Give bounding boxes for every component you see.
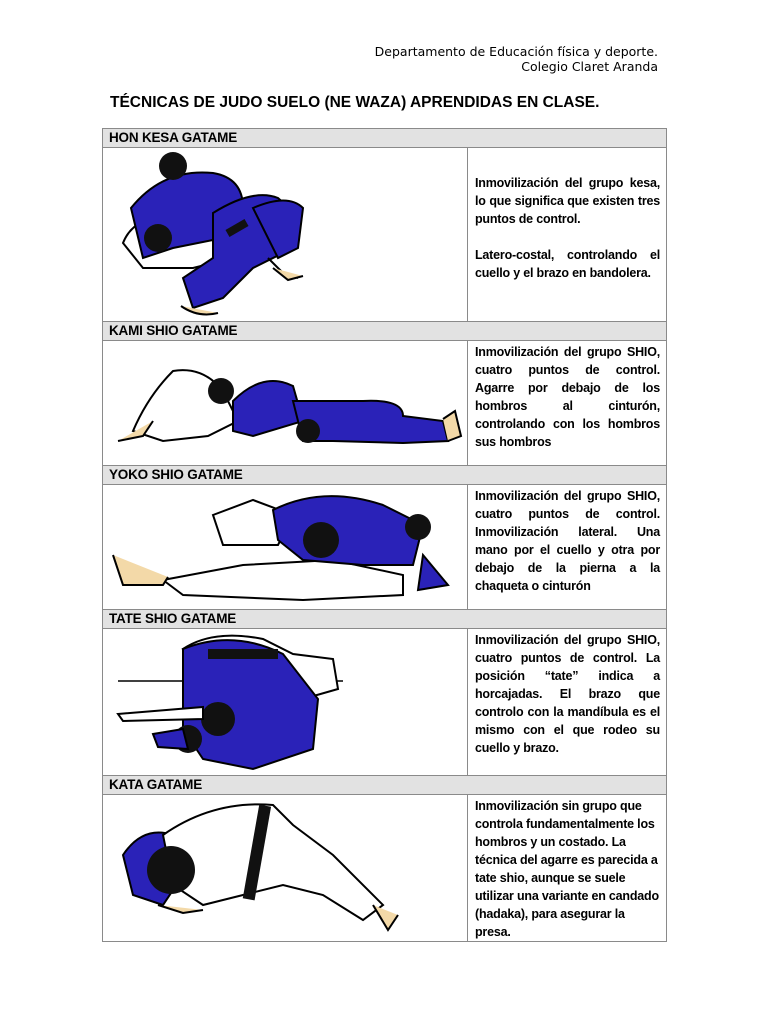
technique-row xyxy=(103,341,667,466)
description-paragraph: Latero-costal, controlando el cuello y el brazo en bandolera. xyxy=(475,248,660,280)
page-header xyxy=(375,44,658,74)
description-paragraph: Inmovilización del grupo SHIO, cuatro puntos de control. La posición “tate” indica a horcajadas. El brazo que controlo con la mandíbula es el mismo con el que rodeo su cuello y brazo. xyxy=(475,633,660,755)
school-line: Colegio Claret Aranda xyxy=(521,59,658,74)
technique-header-row xyxy=(103,610,667,629)
technique-description xyxy=(468,795,667,942)
technique-description xyxy=(468,485,667,610)
technique-description xyxy=(468,341,667,466)
description-paragraph: Inmovilización del grupo kesa, lo que significa que existen tres puntos de control. xyxy=(475,176,660,226)
judo-illustration xyxy=(103,485,468,610)
technique-row xyxy=(103,148,667,322)
judo-illustration xyxy=(103,148,468,322)
technique-header-row xyxy=(103,466,667,485)
tate-shio-gatame-illustration xyxy=(103,629,467,774)
technique-row xyxy=(103,485,667,610)
page-title: TÉCNICAS DE JUDO SUELO (NE WAZA) APRENDIDAS EN CLASE. xyxy=(110,94,600,111)
yoko-shio-gatame-illustration xyxy=(103,485,467,607)
judo-illustration xyxy=(103,795,468,942)
technique-name: HON KESA GATAME xyxy=(103,129,667,148)
techniques-table xyxy=(102,128,667,942)
technique-header-row xyxy=(103,776,667,795)
technique-name: YOKO SHIO GATAME xyxy=(103,466,667,485)
technique-row xyxy=(103,629,667,776)
technique-name: KAMI SHIO GATAME xyxy=(103,322,667,341)
technique-name: KATA GATAME xyxy=(103,776,667,795)
kami-shio-gatame-illustration xyxy=(103,341,467,463)
kata-gatame-illustration xyxy=(103,795,467,935)
technique-name: TATE SHIO GATAME xyxy=(103,610,667,629)
technique-description xyxy=(468,148,667,322)
technique-header-row xyxy=(103,322,667,341)
description-paragraph: Inmovilización sin grupo que controla fundamentalmente los hombros y un costado. La técnica del agarre es parecida a tate shio, aunque se suele utilizar una variante en candado (hadaka), para asegurar la presa. xyxy=(475,799,659,939)
judo-illustration xyxy=(103,629,468,776)
technique-row xyxy=(103,795,667,942)
judo-illustration xyxy=(103,341,468,466)
hon-kesa-gatame-illustration xyxy=(103,148,467,320)
technique-header-row xyxy=(103,129,667,148)
description-paragraph: Inmovilización del grupo SHIO, cuatro puntos de control. Inmovilización lateral. Una mano por el cuello y otra por debajo de la pierna a la chaqueta o cinturón xyxy=(475,489,660,593)
description-paragraph: Inmovilización del grupo SHIO, cuatro puntos de control. Agarre por debajo de los hombros al cinturón, controlando con los hombros sus hombros xyxy=(475,345,660,449)
technique-description xyxy=(468,629,667,776)
department-line: Departamento de Educación física y deporte. xyxy=(374,44,658,59)
